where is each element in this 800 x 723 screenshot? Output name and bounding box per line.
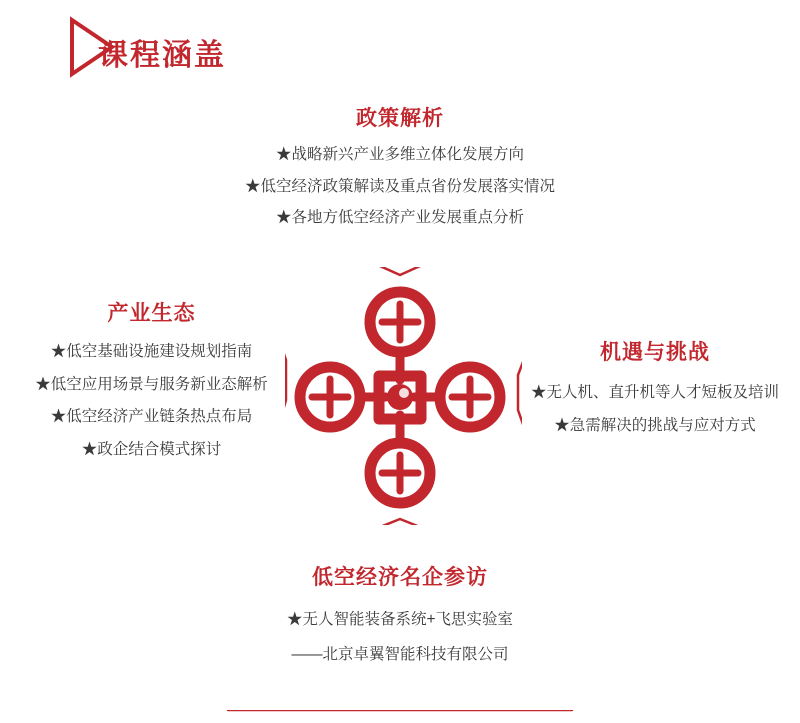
panel-policy-item: ★低空经济政策解读及重点省份发展落实情况 [244,177,555,195]
panel-policy-title: 政策解析 [356,107,444,130]
panel-opportunity-challenge-item: ★急需解决的挑战与应对方式 [554,416,756,434]
panel-opportunity-challenge-item: ★无人机、直升机等人才短板及培训 [530,384,779,401]
drone-quadcopter-icon [278,280,522,515]
panel-company-visit-item: ——北京卓翼智能科技有限公司 [291,645,509,663]
page-header [60,8,460,78]
panel-industry-ecology-item: ★政企结合模式探讨 [81,440,222,458]
page-title: 课程涵盖 [98,39,226,72]
panel-company-visit-title: 低空经济名企参访 [312,566,488,589]
panel-company-visit-item: ★无人智能装备系统+飞思实验室 [286,611,514,628]
panel-opportunity-challenge[interactable] [522,300,788,492]
panel-opportunity-challenge-title: 机遇与挑战 [600,341,710,364]
panel-policy-item: ★战略新兴产业多维立体化发展方向 [275,146,524,163]
panel-policy[interactable] [226,82,574,267]
panel-industry-ecology-item: ★低空经济产业链条热点布局 [50,408,253,426]
course-coverage-diagram [0,70,800,723]
panel-industry-ecology-item: ★低空基础设施建设规划指南 [50,343,253,360]
panel-company-visit[interactable] [226,525,574,710]
panel-industry-ecology[interactable] [18,275,285,500]
panel-industry-ecology-title: 产业生态 [107,302,196,325]
panel-policy-item: ★各地方低空经济产业发展重点分析 [275,209,524,227]
panel-industry-ecology-item: ★低空应用场景与服务新业态解析 [35,375,268,393]
